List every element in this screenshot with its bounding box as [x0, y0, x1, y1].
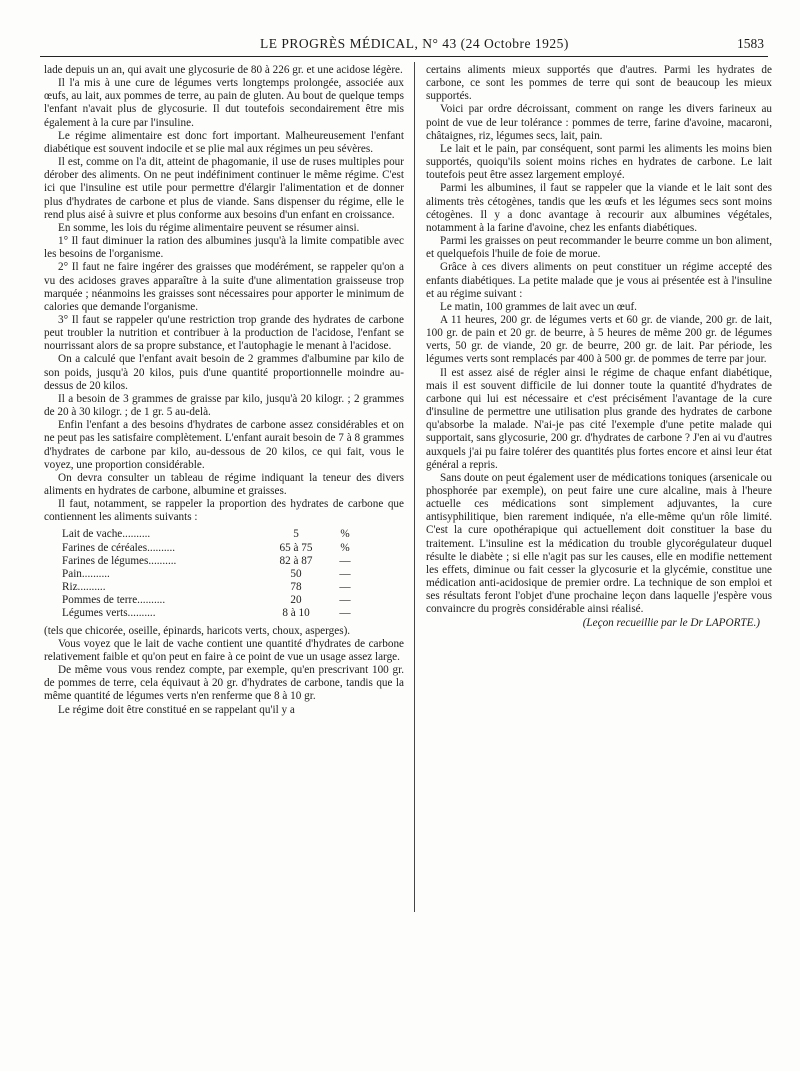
carb-unit: — — [339, 567, 351, 580]
table-row — [62, 594, 360, 607]
carb-value: 8 à 10 — [282, 607, 310, 620]
food-name: Farines de céréales.......... — [62, 541, 176, 554]
paragraph: Il a besoin de 3 grammes de graisse par kilo, jusqu'à 20 kilogr. ; 2 grammes de 20 à 30 kilogr. ; de 1 gr. 5 au-delà. — [44, 392, 404, 419]
paragraph: Il est, comme on l'a dit, atteint de phagomanie, il use de ruses multiples pour dérober des aliments. On ne peut indéfiniment continuer le même régime. C'est ici que l'insuline est utile pour permettre d'élargir l'alimentation et de donner plus d'hydrates de carbone et plus de viande. Sans dispenser du régime, elle le rend plus aisé à suivre et plus conforme aux besoins d'un enfant en croissance. — [44, 156, 404, 221]
paragraph: Grâce à ces divers aliments on peut constituer un régime accepté des enfants diabétiques. La petite malade que je vous ai présentée est à l'insuline et au régime suivant : — [426, 261, 772, 300]
paragraph: On devra consulter un tableau de régime indiquant la teneur des divers aliments en hydrates de carbone, albumine et graisses. — [44, 471, 404, 497]
paragraph: Parmi les graisses on peut recommander le beurre comme un bon aliment, et quelquefois l'huile de foie de morue. — [426, 235, 772, 261]
table-row — [62, 581, 360, 594]
running-header — [40, 34, 768, 57]
table-row — [62, 542, 360, 555]
carb-value: 82 à 87 — [279, 554, 313, 567]
paragraph: 2° Il faut ne faire ingérer des graisses que modérément, se rappeler qu'on a vu des acidoses graves apparaître à la suite d'une alimentation graisseuse trop marquée ; néanmoins les graisses sont nécessaires pour apporter le minimum de calories que demande l'organisme. — [44, 261, 404, 313]
paragraph: Le matin, 100 grammes de lait avec un œuf. — [440, 300, 637, 313]
paragraph: certains aliments mieux supportés que d'autres. Parmi les hydrates de carbone, ce sont les pommes de terre qui sont de beaucoup les mieux supportés. — [426, 64, 772, 103]
carb-value: 78 — [290, 581, 302, 594]
page-number: 1583 — [737, 36, 764, 51]
paragraph: En somme, les lois du régime alimentaire peuvent se résumer ainsi. — [58, 221, 360, 234]
table-row — [62, 607, 360, 620]
food-name: Riz.......... — [62, 581, 106, 594]
paragraph: (tels que chicorée, oseille, épinards, haricots verts, choux, asperges). — [44, 624, 351, 637]
paragraph: Voici par ordre décroissant, comment on range les divers farineux au point de vue de leur tolérance : pommes de terre, farine d'avoine, macaroni, châtaignes, riz, légumes secs, lait, pain. — [426, 103, 772, 142]
table-row — [62, 568, 360, 581]
paragraph: Il faut, notamment, se rappeler la proportion des hydrates de carbone que contiennent les aliments suivants : — [44, 498, 404, 524]
carbohydrate-table — [62, 528, 360, 620]
paragraph: Sans doute on peut également user de médications toniques (arsenicale ou phosphorée par exemple), on peut faire une cure alcaline, mais à l'heure actuelle ces médications sont simplement adjuvantes, la cure antisyphilitique, bien rarement indiquée, n'a elle-même qu'un rôle limité. C'est la cure opothérapique qui actuellement doit constituer la base du traitement. L'insuline est la médication du trouble glycorégulateur duquel résulte le diabète ; si elle n'agit pas sur les causes, elle en modifie nettement les effets, diminue ou fait cesser la glycosurie et la glycémie, constitue une médication anti-acidosique de premier ordre. La technique de son emploi et ses résultats feront l'objet d'une prochaine leçon dans laquelle j'espère vous convaincre du progrès considérable ainsi réalisé. — [426, 471, 772, 616]
paragraph: On a calculé que l'enfant avait besoin de 2 grammes d'albumine par kilo de son poids, jusqu'à 20 kilos, puis d'une quantité proportionnelle moindre au-dessus de 20 kilos. — [44, 353, 404, 392]
signature: (Leçon recueillie par le Dr LAPORTE.) — [582, 616, 760, 629]
paragraph: Vous voyez que le lait de vache contient une quantité d'hydrates de carbone relativement faible et qu'on peut en faire à ce point de vue un usage assez large. — [44, 637, 404, 663]
carb-unit: — — [339, 581, 351, 594]
food-name: Légumes verts.......... — [62, 607, 156, 620]
table-row — [62, 555, 360, 568]
paragraph: Il est assez aisé de régler ainsi le régime de chaque enfant diabétique, mais il est souvent difficile de lui donner toute la quantité d'hydrates de carbone qui lui est nécessaire et c'est précisément l'avantage de la cure d'insuline de permettre une utilisation plus grande des hydrates de carbone qu'absorbe la malade. N'ai-je pas cité l'exemple d'une petite malade qui supportait, sans glycosurie, 200 gr. d'hydrates de carbone ? J'en ai vu d'autres auxquels j'ai pu faire tolérer des quantités plus fortes encore et ainsi leur état général a repris. — [426, 366, 772, 471]
carb-value: 50 — [290, 567, 302, 580]
paragraph: Il l'a mis à une cure de légumes verts longtemps prolongée, associée aux œufs, au lait, aux pommes de terre, au pain de gluten. Au bout de quelque temps l'enfant n'avait plus de glycosurie. Il dut toutefois secondairement être mis également à la cure par l'insuline. — [44, 77, 404, 129]
paragraph: lade depuis un an, qui avait une glycosurie de 80 à 226 gr. et une acidose légère. — [44, 64, 403, 76]
carb-unit: % — [340, 541, 350, 554]
carb-value: 5 — [293, 528, 299, 541]
food-name: Lait de vache.......... — [62, 528, 151, 541]
paragraph: Enfin l'enfant a des besoins d'hydrates de carbone assez considérables et on ne peut pas les satisfaire complètement. L'enfant aurait besoin de 7 à 8 grammes d'hydrates de carbone par kilo, au-dessous de 20 kilos, ce qui fait, vous le voyez, une proportion considérable. — [44, 419, 404, 471]
carb-unit: — — [339, 607, 351, 620]
paragraph: A 11 heures, 200 gr. de légumes verts et 60 gr. de viande, 200 gr. de lait, 100 gr. de pain et 20 gr. de beurre, à 5 heures de même 200 gr. de légumes verts, 50 gr. de viande, 20 gr. de beurre, 200 gr. de lait. Par période, les légumes verts sont remplacés par 400 à 500 gr. de pommes de terre par jour. — [426, 313, 772, 366]
food-name: Pain.......... — [62, 567, 110, 580]
left-column — [44, 64, 404, 717]
paragraph: Le régime doit être constitué en se rappelant qu'il y a — [58, 703, 295, 716]
paragraph: De même vous vous rendez compte, par exemple, qu'en prescrivant 100 gr. de pommes de terre, cela équivaut à 20 gr. d'hydrates de carbone, tandis que la même quantité de légumes verts n'en renferme que 8 à 10 gr. — [44, 664, 404, 703]
food-name: Farines de légumes.......... — [62, 554, 177, 567]
food-name: Pommes de terre.......... — [62, 594, 166, 607]
paragraph: 3° Il faut se rappeler qu'une restriction trop grande des hydrates de carbone peut troubler la nutrition et contribuer à la production de l'acidose, l'enfant se nourrissant alors de sa propre substance, et l'autophagie le menant à l'acidose. — [44, 313, 404, 353]
right-column — [426, 64, 772, 630]
carb-value: 20 — [290, 594, 302, 607]
paragraph: Le lait et le pain, par conséquent, sont parmi les aliments les moins bien supportés, quoiqu'ils soient moins riches en hydrates de carbone. Le lait toutefois peut être assez largement employé. — [426, 142, 772, 182]
column-divider — [414, 62, 415, 912]
carb-unit: — — [339, 594, 351, 607]
table-row — [62, 528, 360, 541]
paragraph: 1° Il faut diminuer la ration des albumines jusqu'à la limite compatible avec les besoins de l'organisme. — [44, 235, 404, 261]
journal-title: LE PROGRÈS MÉDICAL, N° 43 (24 Octobre 1925) — [260, 36, 569, 51]
carb-unit: — — [339, 554, 351, 567]
carb-unit: % — [340, 528, 350, 541]
paragraph: Parmi les albumines, il faut se rappeler que la viande et le lait sont des aliments très cétogènes, tandis que les œufs et les légumes secs sont moins cétogènes. Il y a donc avantage à recourir aux albumines végétales, notamment à la farine d'avoine, chez les enfants diabétiques. — [426, 182, 772, 234]
carb-value: 65 à 75 — [279, 541, 313, 554]
paragraph: Le régime alimentaire est donc fort important. Malheureusement l'enfant diabétique est souvent indocile et se plie mal aux régimes un peu sévères. — [44, 129, 404, 155]
